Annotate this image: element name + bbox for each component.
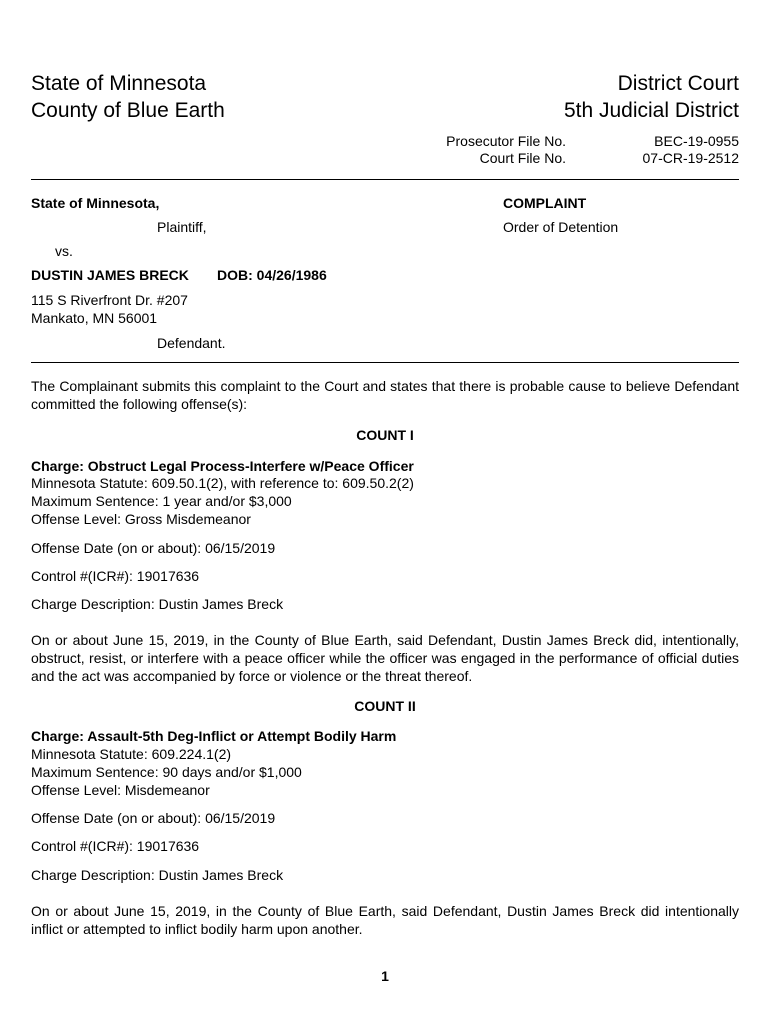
court-file-number: 07-CR-19-2512: [642, 150, 739, 166]
defendant-dob: DOB: 04/26/1986: [217, 267, 327, 283]
prosecutor-file-label: Prosecutor File No.: [446, 133, 566, 149]
count-1-charge-description: Charge Description: Dustin James Breck: [31, 596, 284, 612]
court-file-label: Court File No.: [479, 150, 566, 166]
count-2-narrative: On or about June 15, 2019, in the County of Blue Earth, said Defendant, Dustin James Breck did intentionally inflict or attempted to inflict bodily harm upon another.: [31, 903, 739, 937]
district-title: 5th Judicial District: [563, 99, 739, 122]
count-2-offense-level: Offense Level: Misdemeanor: [31, 782, 210, 798]
count-1-offense-level: Offense Level: Gross Misdemeanor: [31, 511, 251, 527]
versus: vs.: [55, 243, 73, 259]
count-2-offense-date: Offense Date (on or about): 06/15/2019: [31, 810, 276, 826]
intro-paragraph: The Complainant submits this complaint to the Court and states that there is probable cause to believe Defendant committed the following offense(s):: [31, 378, 739, 412]
prosecutor-file-number: BEC-19-0955: [654, 133, 739, 149]
count-2-max-sentence: Maximum Sentence: 90 days and/or $1,000: [31, 764, 302, 780]
count-2-control-number: Control #(ICR#): 19017636: [31, 838, 200, 854]
document-type: COMPLAINT: [503, 195, 587, 211]
count-2-charge-description: Charge Description: Dustin James Breck: [31, 867, 284, 883]
defendant-address-line2: Mankato, MN 56001: [31, 310, 158, 326]
document-subtype: Order of Detention: [503, 219, 619, 235]
count-1-charge: Charge: Obstruct Legal Process-Interfere w/Peace Officer: [31, 458, 414, 474]
caption-divider: [31, 362, 739, 363]
count-1-title: COUNT I: [356, 427, 414, 443]
count-1-max-sentence: Maximum Sentence: 1 year and/or $3,000: [31, 493, 292, 509]
count-1-narrative: On or about June 15, 2019, in the County of Blue Earth, said Defendant, Dustin James Breck did, intentionally, obstruct, resist, or interfere with a peace officer while the officer was engaged in the performance of official duties and the act was accompanied by force or violence or the threat thereof.: [31, 632, 739, 684]
count-1-offense-date: Offense Date (on or about): 06/15/2019: [31, 540, 276, 556]
court-title: District Court: [617, 72, 739, 95]
page-number: 1: [381, 968, 389, 984]
plaintiff-name: State of Minnesota,: [31, 195, 160, 211]
count-1-statute: Minnesota Statute: 609.50.1(2), with reference to: 609.50.2(2): [31, 475, 414, 491]
defendant-address-line1: 115 S Riverfront Dr. #207: [31, 292, 188, 308]
plaintiff-role: Plaintiff,: [157, 219, 207, 235]
count-2-charge: Charge: Assault-5th Deg-Inflict or Attempt Bodily Harm: [31, 728, 397, 744]
header-divider: [31, 179, 739, 180]
state-title: State of Minnesota: [31, 72, 207, 95]
defendant-name: DUSTIN JAMES BRECK: [31, 267, 189, 283]
defendant-role: Defendant.: [157, 335, 226, 351]
count-1-control-number: Control #(ICR#): 19017636: [31, 568, 200, 584]
count-2-statute: Minnesota Statute: 609.224.1(2): [31, 746, 232, 762]
county-title: County of Blue Earth: [31, 99, 225, 122]
count-2-title: COUNT II: [354, 698, 416, 714]
